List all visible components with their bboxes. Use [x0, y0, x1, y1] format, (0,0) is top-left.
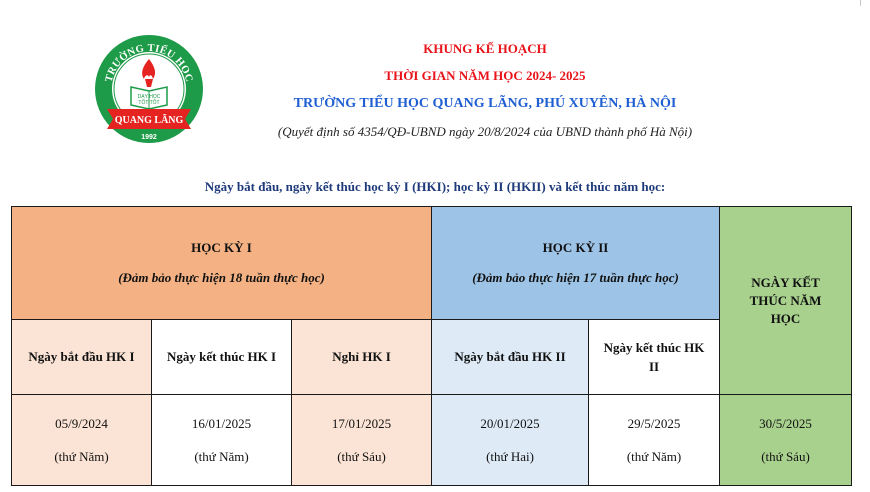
- hk2-header: [431, 206, 720, 320]
- day-of-week: (thứ Năm): [626, 448, 682, 464]
- date-value: 20/01/2025: [480, 415, 540, 431]
- date-value: 16/01/2025: [191, 415, 252, 431]
- col-header-hk1-start: Ngày bắt đầu HK I: [11, 319, 152, 395]
- date-cell-year-end: [719, 394, 852, 486]
- hk1-header: [11, 206, 432, 320]
- logo-ribbon-text: QUANG LÃNG: [114, 115, 184, 126]
- col-header-hk2-start: Ngày bắt đầu HK II: [431, 319, 589, 395]
- decision-reference: (Quyết định số 4354/QĐ-UBND ngày 20/8/2024 của UBND thành phố Hà Nội): [277, 124, 693, 139]
- day-of-week: (thứ Sáu): [337, 448, 386, 464]
- school-name: TRƯỜNG TIỂU HỌC QUANG LÃNG, PHÚ XUYÊN, HÀ NỘI: [293, 96, 677, 111]
- logo-book-text-1: DẠY HỌC: [137, 94, 161, 100]
- hk2-note: (Đảm bảo thực hiện 17 tuần thực học): [472, 270, 679, 285]
- day-of-week: (thứ Hai): [486, 448, 534, 464]
- top-edge-line: [860, 0, 861, 6]
- hk2-title: HỌC KỲ II: [542, 240, 609, 255]
- plan-title: KHUNG KẾ HOẠCH: [423, 41, 547, 56]
- day-of-week: (thứ Năm): [54, 448, 109, 464]
- school-logo: [93, 33, 205, 145]
- day-of-week: (thứ Năm): [194, 448, 249, 464]
- logo-book-text-2: TỐT TỐT: [138, 100, 160, 106]
- col-header-hk1-break: Nghỉ HK I: [291, 319, 432, 395]
- date-cell-hk1-start: [11, 394, 152, 486]
- date-value: 29/5/2025: [627, 415, 681, 431]
- intro-text: Ngày bắt đầu, ngày kết thúc học kỳ I (HKI); học kỳ II (HKII) và kết thúc năm học:: [204, 179, 666, 194]
- date-cell-hk2-end: [588, 394, 720, 486]
- year-end-header: [719, 206, 852, 395]
- col-header-hk1-end: Ngày kết thúc HK I: [151, 319, 292, 395]
- col-header-hk2-end: Ngày kết thúc HK II: [588, 319, 720, 395]
- logo-year: 1992: [141, 134, 157, 141]
- date-value: 17/01/2025: [331, 415, 392, 431]
- year-end-title: NGÀY KẾT THÚC NĂM HỌC: [749, 274, 822, 326]
- day-of-week: (thứ Sáu): [761, 448, 810, 464]
- logo-arc-text: TRƯỜNG TIỂU HỌC: [103, 42, 195, 84]
- date-value: 30/5/2025: [759, 415, 812, 431]
- hk1-note: (Đảm bảo thực hiện 18 tuần thực học): [118, 270, 325, 285]
- school-year-title: THỜI GIAN NĂM HỌC 2024- 2025: [384, 68, 586, 83]
- date-value: 05/9/2024: [55, 415, 108, 431]
- hk1-title: HỌC KỲ I: [191, 240, 252, 255]
- date-cell-hk2-start: [431, 394, 589, 486]
- date-cell-hk1-break: [291, 394, 432, 486]
- date-cell-hk1-end: [151, 394, 292, 486]
